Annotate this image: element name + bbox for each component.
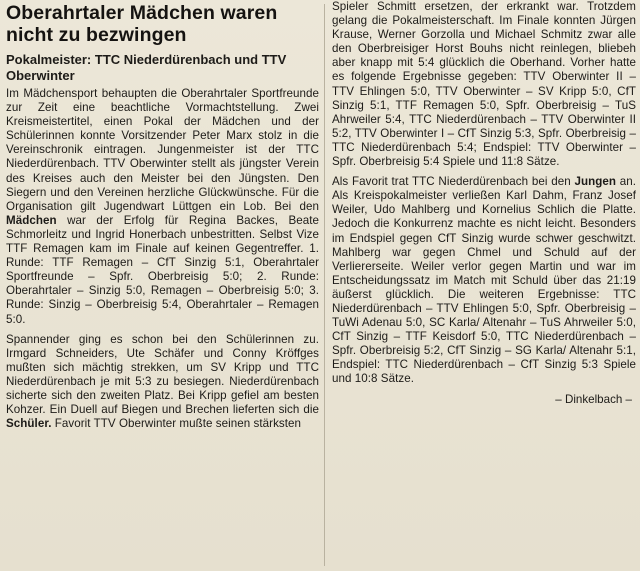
paragraph-maedchen [6, 87, 319, 327]
bold-keyword-schueler: Schüler. [6, 417, 52, 431]
paragraph-text: Spannender ging es schon bei den Schülerinnen zu. Irmgard Schneiders, Ute Schäfer und Conny Kröffges mußten sich mächtig strekken, um SV Kripp und TTC Niederdürenbach je mit 5:3 zu besiegen. Niederdürenbach sicherte sich den zweiten Platz. Bei Kripp gefiel am besten Kohzer. Ein Duell auf Biegen und Brechen lieferten sich die [6, 332, 319, 417]
paragraph-text: Im Mädchensport behaupten die Oberahrtaler Sportfreunde zur Zeit eine beachtliche Vormachtstellung. Zwei Kreismeistertitel, einen Pokal der Mädchen und der Schülerinnen konnte Vorsitzender Peter Marx stolz in die Vereinschronik eintragen. Jungenmeister ist der TTC Niederdürenbach. TTV Oberwinter stellt als jüngster Verein des Kreises auch den Meister bei den Jüngsten. Den Siegern und den Vereinen herzliche Glückwünsche. Für die Organisation gilt Jugendwart Lüttgen ein Lob. Bei den [6, 87, 319, 213]
paragraph-text: war der Erfolg für Regina Backes, Beate Schmorleitz und Ingrid Honerbach unbestritten. Selbst Vize TTF Remagen kam im Finale auf keinen Gegentreffer. 1. Runde: TTF Remagen – CfT Sinzig 5:1, Oberahrtaler Sportfreunde – Spfr. Oberbreisig 5:0; 2. Runde: Oberahrtaler – Sinzig 5:0, Remagen – Oberbreisig 5:0; 3. Runde: Sinzig – Oberbreisig 5:4, Oberahrtaler – Remagen 5:0. [6, 213, 319, 326]
left-column [4, 0, 319, 437]
headline: Oberahrtaler Mädchen waren nicht zu bezwingen [6, 2, 278, 46]
bold-keyword-jungen: Jungen [574, 175, 616, 189]
subheadline: Pokalmeister: TTC Niederdürenbach und TTV Oberwinter [6, 52, 287, 83]
paragraph-jungen [332, 175, 636, 386]
paragraph-text: Als Favorit trat TTC Niederdürenbach bei den [332, 175, 571, 189]
paragraph-text: an. Als Kreispokalmeister verließen Karl Dahm, Franz Josef Weiler, Udo Mahlberg und Kornelius Schlich die Platte. Jedoch die Konkurrenz machte es nicht leicht. Besonders im Endspiel gegen CfT Sinzig wurde schwer geschwitzt. Mahlberg war gegen Chmel und Schuld auf der Verliererseite. Weiler verlor gegen Martin und war im Entscheidungssatz im Match mit Schuld über das 21:19 äußerst glücklich. Die weiteren Ergebnisse: TTC Niederdürenbach – TTV Ehlingen 5:0, Spfr. Oberbreisig – TuWi Adenau 5:0, SC Karla/ Altenahr – TuS Ahrweiler 5:0, CfT Sinzig – TTF Keisdorf 5:0, TTC Niederdürenbach – Spfr. Oberbreisig 5:2, CfT Sinzig – SG Karla/ Altenahr 5:1, Endspiel: TTC Niederdürenbach – CfT Sinzig 5:3 Spiele und 10:8 Sätze. [332, 175, 637, 386]
author-byline: – Dinkelbach – [555, 392, 632, 406]
paragraph-text: Favorit TTV Oberwinter mußte seinen stärksten [54, 417, 302, 431]
paragraph-schueler-final: Spieler Schmitt ersetzen, der erkrankt war. Trotzdem gelang die Pokalmeisterschaft. Im Finale konnten Jürgen Krause, Werner Gorzolla und Michael Schmitz zwar alle den Oberbreisiger Horst Bouhs nicht reinlegen, bliebeh aber knapp mit 5:4 glücklich die Oberhand. Vorher hatte es folgende Ergebnisse gegeben: TTV Oberwinter II – TTV Ehlingen 5:0, TTV Oberwinter – SV Kripp 5:0, CfT Sinzig 5:1, TTF Remagen 5:0, Spfr. Oberbreisig – TuS Ahrweiler 5:4, TTC Niederdürenbach – TTV Oberwinter II 5:2, TTV Oberwinter I – CfT Sinzig 5:3, Spfr. Oberbreisig – TTC Niederdürenbach 5:4; Endspiel: TTV Oberwinter – Spfr. Oberbreisig 5:4 Spiele und 11:8 Sätze. [332, 0, 636, 169]
bold-keyword-maedchen: Mädchen [6, 213, 57, 227]
column-divider [324, 4, 325, 566]
right-column [330, 0, 636, 407]
paragraph-schuelerinnen [6, 333, 319, 432]
